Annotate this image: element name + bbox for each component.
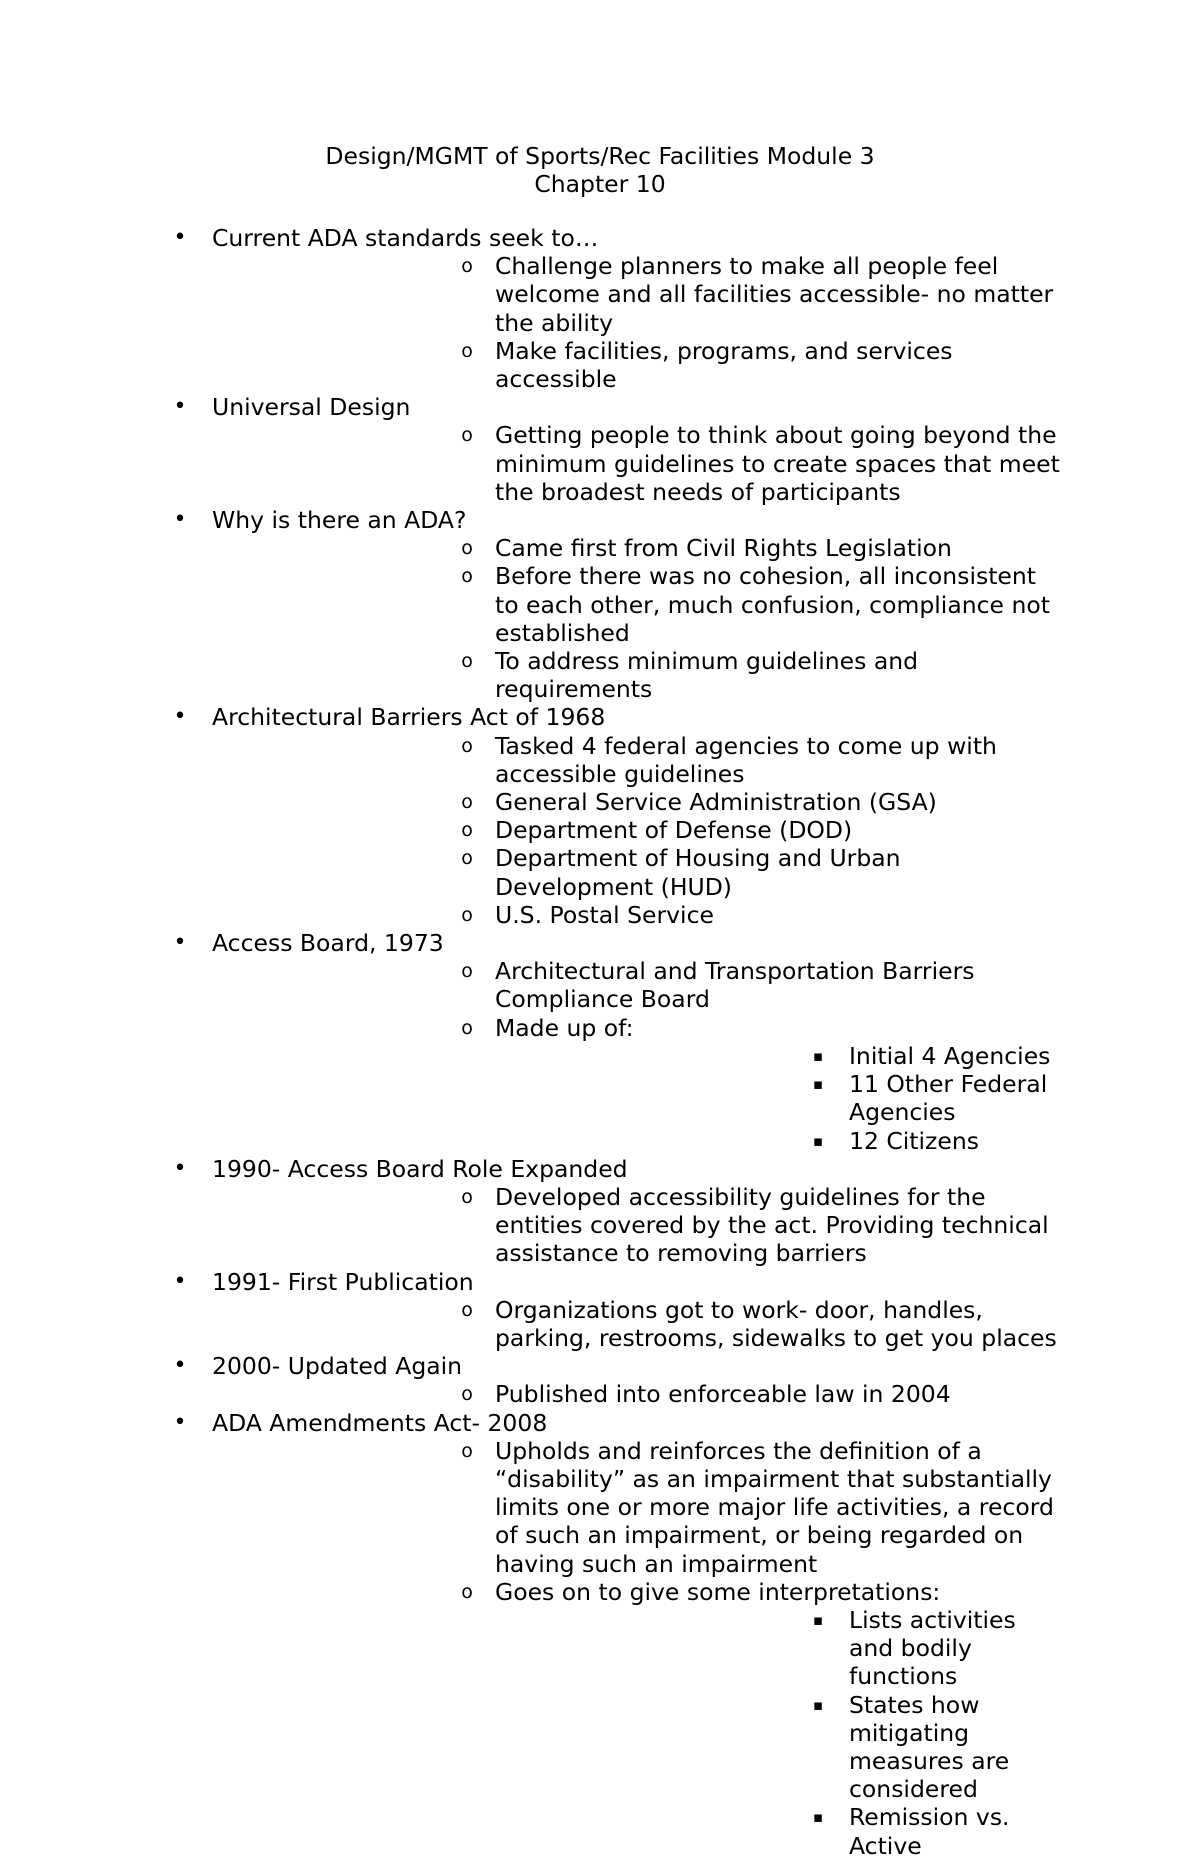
sub-item-text: Developed accessibility guidelines for the entities covered by the act. Providing technical assistance to removing barriers [495,1182,1049,1268]
bullet-icon: • [173,507,187,533]
title-block [0,142,1200,198]
sub-item-text: U.S. Postal Service [495,900,714,929]
document-subtitle: Chapter 10 [534,170,666,198]
bullet-icon: • [173,225,187,250]
sub-item-text: Tasked 4 federal agencies to come up with accessible guidelines [495,731,997,788]
sub-list [212,957,1200,1154]
sub-item [212,788,1200,816]
circle-bullet-icon: o [461,1185,473,1208]
sub-item [212,1296,1200,1352]
outline-item [0,506,1200,703]
sub-item-text: Department of Defense (DOD) [495,816,853,845]
sub-item [212,562,1200,647]
bullet-icon: • [173,704,187,730]
outline-item [0,1155,1200,1268]
square-bullet-icon: ▪ [812,1610,824,1629]
outline-item-text: Current ADA standards seek to… [212,224,599,252]
sub-item [212,647,1200,703]
circle-bullet-icon: o [461,255,473,278]
sub-item [212,1183,1200,1268]
circle-bullet-icon: o [461,903,473,926]
sub-list [212,252,1200,393]
sub-list [212,1437,1200,1860]
outline-item [0,703,1200,929]
square-bullet-icon: ▪ [812,1131,824,1150]
sub-item [212,732,1200,788]
sub-sub-item [495,1070,1060,1126]
sub-item [212,844,1200,900]
sub-sub-item [495,1606,1060,1691]
bullet-icon: • [173,1409,187,1435]
sub-item-text: Made up of: [495,1013,634,1042]
sub-item-text: Organizations got to work- door, handles, parking, restrooms, sidewalks to get you places [495,1295,1057,1352]
sub-item [212,252,1200,337]
sub-list [212,1296,1200,1352]
circle-bullet-icon: o [461,1580,473,1603]
outline-item-text: Architectural Barriers Act of 1968 [212,703,606,732]
outline-item [0,1409,1200,1860]
sub-sub-item [495,1127,1060,1155]
bullet-icon: • [173,1353,187,1379]
outline-item-text: Why is there an ADA? [212,506,467,535]
outline-item [0,1352,1200,1408]
circle-bullet-icon: o [461,565,473,588]
sub-list [212,534,1200,703]
sub-item [212,816,1200,844]
sub-item-text: General Service Administration (GSA) [495,788,937,817]
sub-list [212,1380,1200,1408]
circle-bullet-icon: o [461,339,473,362]
circle-bullet-icon: o [461,1298,473,1321]
sub-item-text: Getting people to think about going beyond the minimum guidelines to create spaces that meet the broadest needs of participants [495,421,1060,506]
sub-item [212,1437,1200,1578]
outline-item [0,929,1200,1155]
sub-item [212,901,1200,929]
document-title: Design/MGMT of Sports/Rec Facilities Module 3 [325,142,875,170]
outline-item [0,393,1200,506]
sub-item [212,1380,1200,1408]
outline-item-text: 2000- Updated Again [212,1352,463,1381]
sub-item [212,421,1200,506]
sub-item [212,337,1200,393]
circle-bullet-icon: o [461,960,473,983]
outline-item [0,224,1200,393]
outline-item-text: Access Board, 1973 [212,929,444,958]
circle-bullet-icon: o [461,1439,473,1462]
outline-item-text: ADA Amendments Act- 2008 [212,1408,548,1437]
circle-bullet-icon: o [461,1383,473,1406]
outline-list [0,224,1200,1860]
sub-sub-item-text: 12 Citizens [849,1126,979,1155]
circle-bullet-icon: o [461,847,473,870]
sub-item-text: Goes on to give some interpretations: [495,1577,941,1606]
sub-sub-item [495,1691,1060,1804]
sub-sub-item [495,1803,1060,1859]
sub-sub-list [495,1042,1060,1155]
sub-item-text: Before there was no cohesion, all inconsistent to each other, much confusion, compliance not established [495,562,1050,647]
circle-bullet-icon: o [461,791,473,814]
sub-item [212,534,1200,562]
sub-list [212,732,1200,929]
sub-sub-item-text: Initial 4 Agencies [849,1041,1051,1070]
sub-sub-item-text: Remission vs. Active [849,1803,1010,1860]
circle-bullet-icon: o [461,424,473,447]
circle-bullet-icon: o [461,537,473,560]
sub-item-text: Department of Housing and Urban Development (HUD) [495,844,901,901]
bullet-icon: • [173,1268,187,1294]
sub-sub-item [495,1042,1060,1070]
sub-item-text: Challenge planners to make all people feel welcome and all facilities accessible- no matter the ability [495,252,1054,337]
sub-list [212,1183,1200,1268]
sub-item-text: Make facilities, programs, and services accessible [495,336,953,394]
circle-bullet-icon: o [461,819,473,842]
sub-item-text: Published into enforceable law in 2004 [495,1380,951,1409]
sub-item-text: Came first from Civil Rights Legislation [495,534,952,563]
sub-item [212,1014,1200,1155]
sub-item [212,957,1200,1013]
square-bullet-icon: ▪ [812,1695,824,1714]
outline-item-text: 1990- Access Board Role Expanded [212,1154,628,1183]
circle-bullet-icon: o [461,650,473,673]
sub-item-text: To address minimum guidelines and requirements [495,647,919,704]
bullet-icon: • [173,394,187,420]
sub-sub-list [495,1606,1060,1860]
square-bullet-icon: ▪ [812,1075,824,1094]
sub-list [212,421,1200,506]
outline-item-text: Universal Design [212,393,411,422]
circle-bullet-icon: o [461,734,473,757]
outline-item-text: 1991- First Publication [212,1267,474,1296]
square-bullet-icon: ▪ [812,1046,824,1065]
bullet-icon: • [173,930,187,956]
sub-item-text: Architectural and Transportation Barriers Compliance Board [495,957,975,1014]
sub-item [212,1578,1200,1860]
sub-sub-item-text: States how mitigating measures are considered [849,1690,1010,1804]
sub-item-text: Upholds and reinforces the definition of a “disability” as an impairment that substantially limits one or more major life activities, a record of such an impairment, or being regarded on having such an impairment [495,1436,1054,1578]
sub-sub-item-text: 11 Other Federal Agencies [849,1070,1048,1127]
sub-sub-item-text: Lists activities and bodily functions [849,1605,1016,1691]
bullet-icon: • [173,1155,187,1181]
circle-bullet-icon: o [461,1016,473,1039]
square-bullet-icon: ▪ [812,1808,824,1827]
outline-item [0,1268,1200,1353]
